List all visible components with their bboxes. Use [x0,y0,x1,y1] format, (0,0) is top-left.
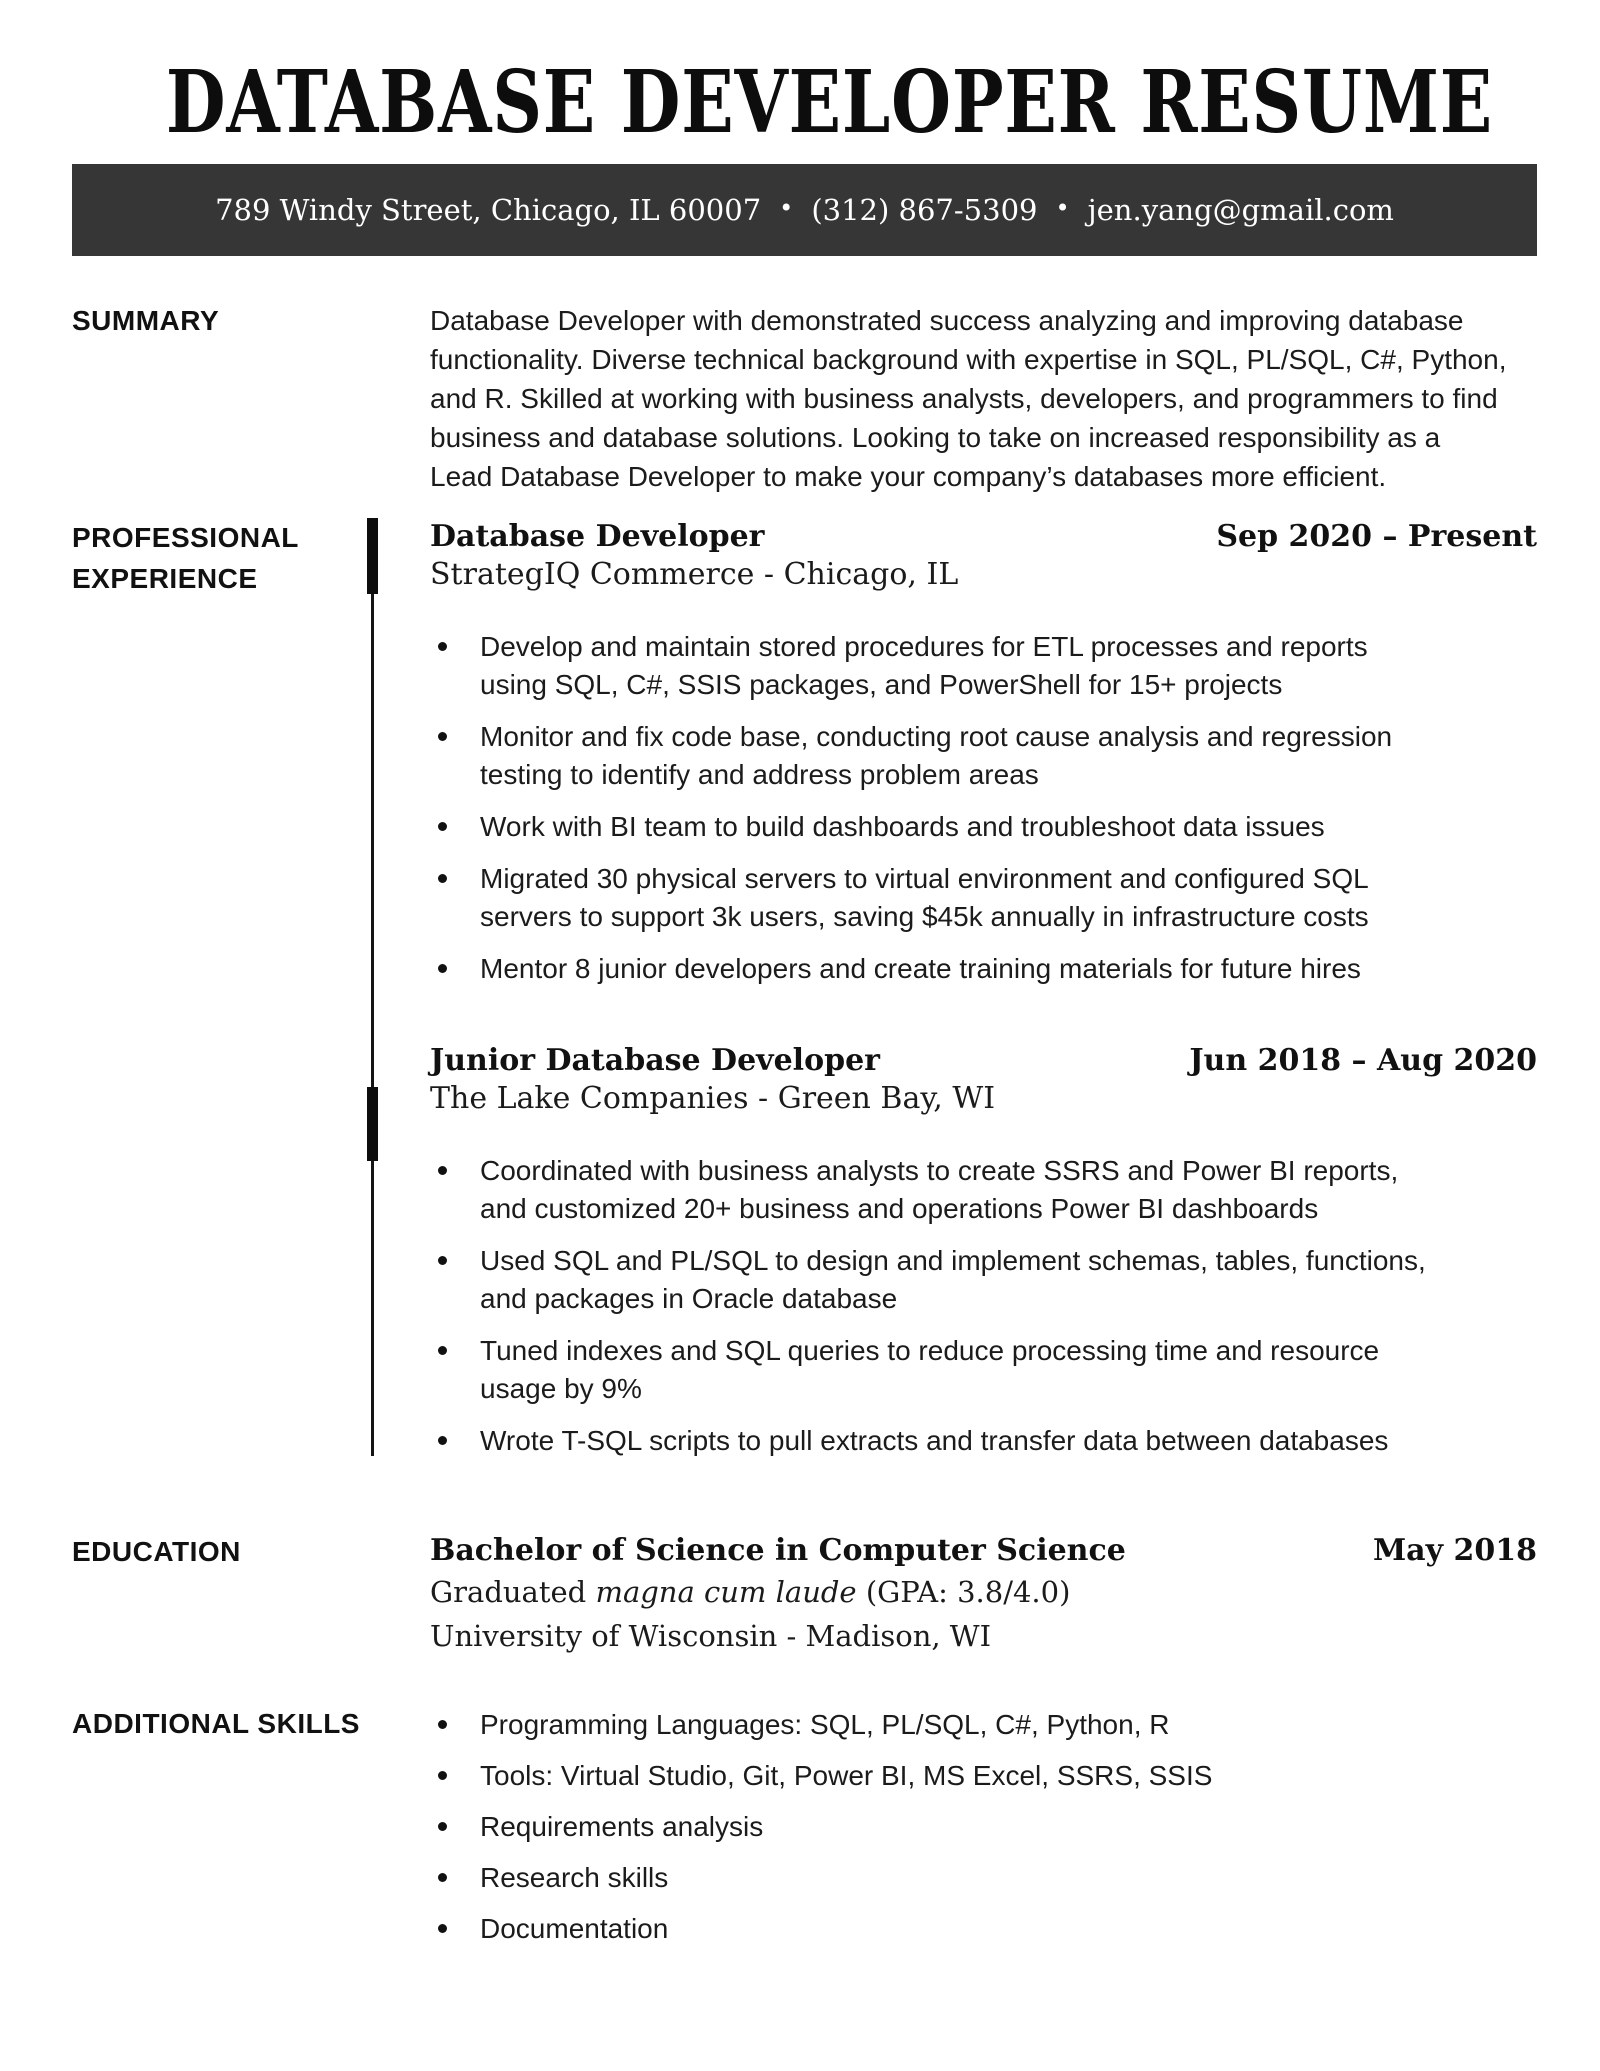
honors-latin: magna cum laude [595,1575,857,1610]
summary-section [0,301,1600,496]
job-bullet-list [430,628,1440,988]
timeline-tick [367,518,378,594]
job-dates: Sep 2020 – Present [1216,519,1537,555]
education-label: EDUCATION [72,1536,241,1568]
job-bullet-list [430,1152,1440,1460]
experience-body [430,518,1537,1460]
bullet-item: Mentor 8 junior developers and create training materials for future hires [430,950,1440,988]
contact-address: 789 Windy Street, Chicago, IL 60007 [215,193,762,228]
education-school: University of Wisconsin - Madison, WI [430,1619,992,1654]
bullet-item: Migrated 30 physical servers to virtual environment and configured SQL servers to support 3k users, saving $45k annually in infrastructure costs [430,860,1440,936]
bullet-item: Wrote T-SQL scripts to pull extracts and transfer data between databases [430,1422,1440,1460]
education-honors-line [430,1570,1537,1614]
bullet-item: Documentation [430,1910,1440,1948]
bullet-item: Develop and maintain stored procedures for ETL processes and reports using SQL, C#, SSIS packages, and PowerShell for 15+ projects [430,628,1440,704]
contact-phone: (312) 867-5309 [811,193,1038,228]
job-entry [430,518,1537,988]
job-header [430,1042,1537,1080]
job-header [430,518,1537,556]
title-row [0,52,1600,153]
experience-label: PROFESSIONAL EXPERIENCE [72,522,299,594]
job-dates: Jun 2018 – Aug 2020 [1189,1043,1537,1079]
page-title: DATABASE DEVELOPER RESUME [165,52,1494,153]
summary-label: SUMMARY [72,305,220,337]
skills-section [0,1704,1600,1948]
contact-bar [72,164,1537,256]
timeline-tick [367,1087,378,1161]
bullet-item: Programming Languages: SQL, PL/SQL, C#, Python, R [430,1706,1440,1744]
summary-text: Database Developer with demonstrated success analyzing and improving database functionality. Diverse technical background with expertise in SQL, PL/SQL, C#, Python, and R. Skilled at working with business analysts, developers, and programmers to find business and database solutions. Looking to take on increased responsibility as a Lead Database Developer to make your company’s databases more efficient. [430,305,1507,493]
contact-email: jen.yang@gmail.com [1087,193,1394,228]
honors-prefix: Graduated [430,1575,596,1610]
bullet-separator-icon: • [1055,194,1070,223]
education-body [430,1532,1537,1658]
bullet-item: Requirements analysis [430,1808,1440,1846]
education-section [0,1532,1600,1658]
skills-list [430,1706,1440,1948]
experience-section [0,518,1600,1460]
education-date: May 2018 [1372,1533,1537,1569]
bullet-item: Research skills [430,1859,1440,1897]
job-company: The Lake Companies - Green Bay, WI [430,1081,996,1117]
bullet-item: Used SQL and PL/SQL to design and implement schemas, tables, functions, and packages in Oracle database [430,1242,1440,1318]
bullet-item: Tuned indexes and SQL queries to reduce processing time and resource usage by 9% [430,1332,1440,1408]
education-degree: Bachelor of Science in Computer Science [430,1533,1126,1569]
bullet-separator-icon: • [779,194,794,223]
bullet-item: Work with BI team to build dashboards and troubleshoot data issues [430,808,1440,846]
skills-label: ADDITIONAL SKILLS [72,1708,360,1740]
job-title: Database Developer [430,519,765,555]
job-entry [430,1042,1537,1460]
honors-suffix: (GPA: 3.8/4.0) [856,1575,1071,1610]
timeline-line [371,520,374,1456]
education-header [430,1532,1537,1570]
bullet-item: Tools: Virtual Studio, Git, Power BI, MS Excel, SSRS, SSIS [430,1757,1440,1795]
bullet-item: Monitor and fix code base, conducting root cause analysis and regression testing to identify and address problem areas [430,718,1440,794]
job-company: StrategIQ Commerce - Chicago, IL [430,557,959,593]
bullet-item: Coordinated with business analysts to create SSRS and Power BI reports, and customized 20+ business and operations Power BI dashboards [430,1152,1440,1228]
job-title: Junior Database Developer [430,1043,880,1079]
